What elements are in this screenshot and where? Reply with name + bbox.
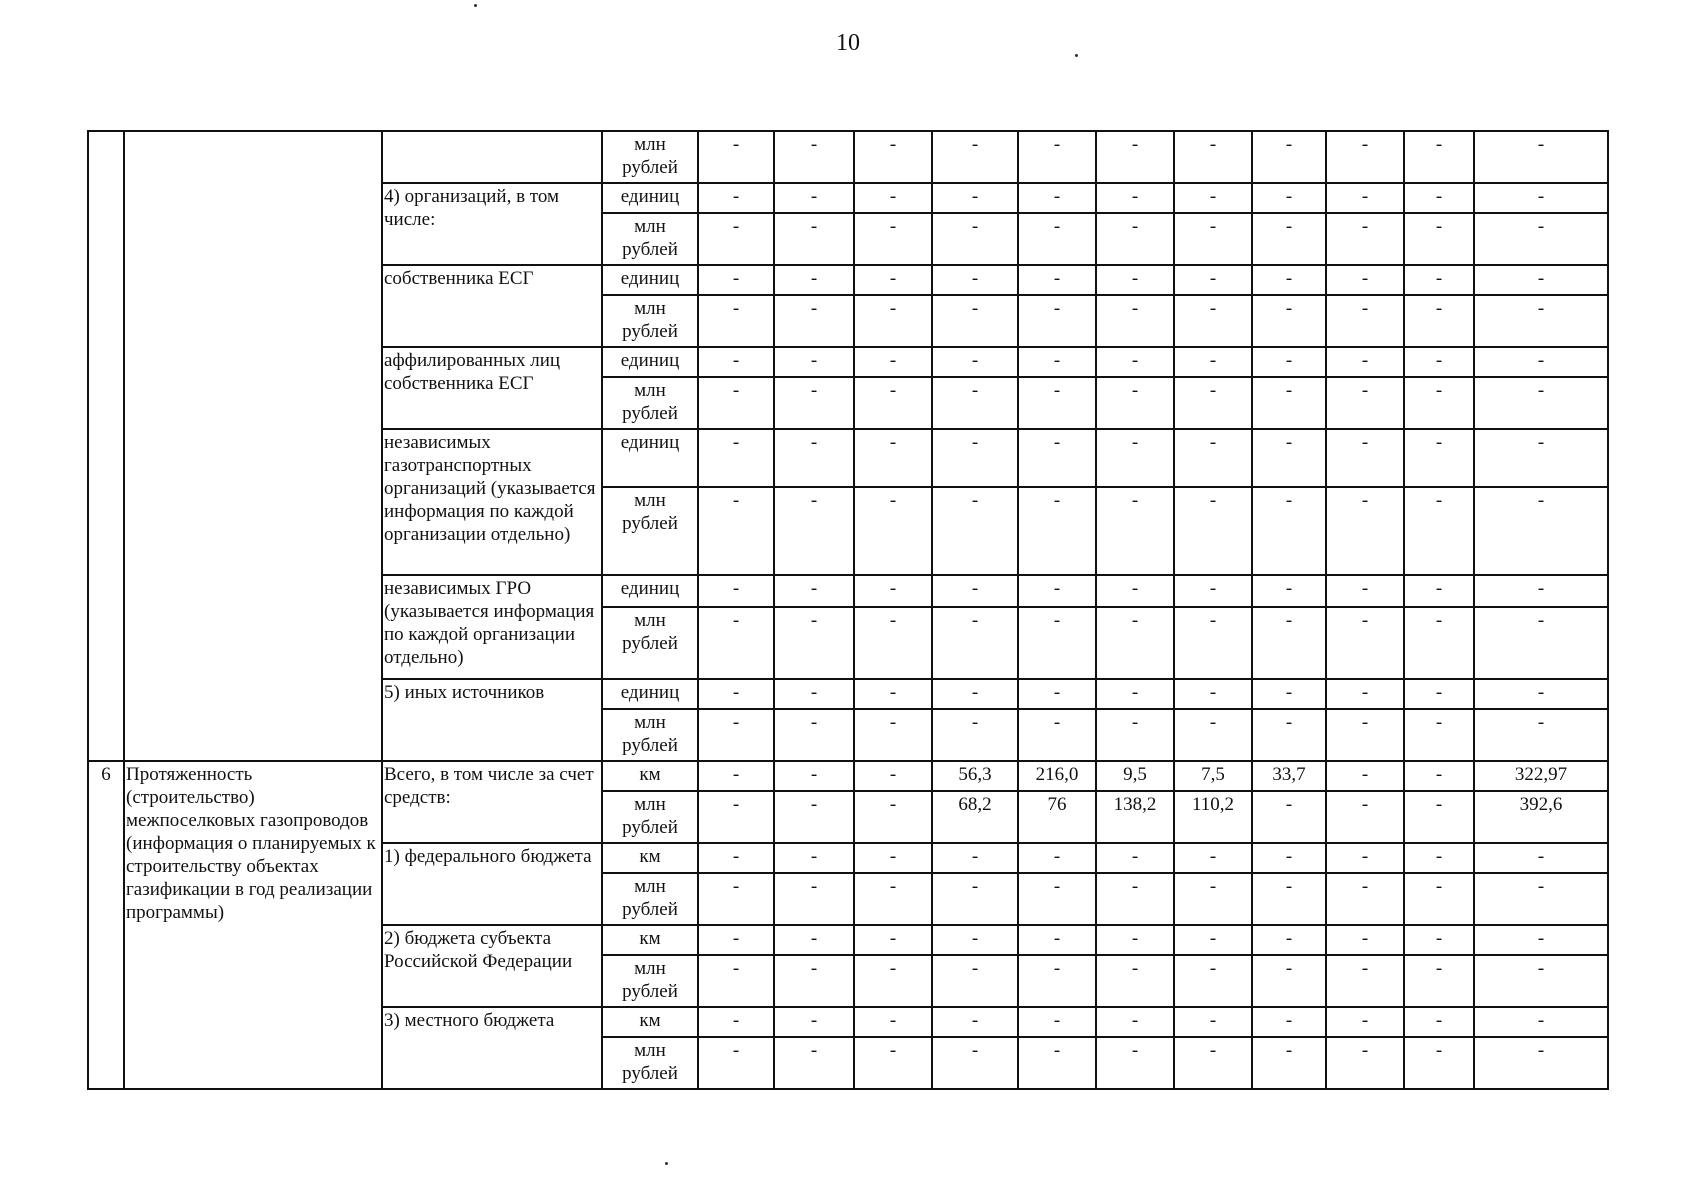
value-cell: - bbox=[1174, 295, 1252, 347]
value-cell: - bbox=[1096, 131, 1174, 183]
value-cell: - bbox=[854, 679, 932, 709]
value-cell: - bbox=[1326, 295, 1404, 347]
value-cell: - bbox=[1174, 843, 1252, 873]
value-cell: - bbox=[1252, 679, 1326, 709]
value-cell: - bbox=[1174, 487, 1252, 575]
value-cell: - bbox=[1096, 377, 1174, 429]
value-cell: - bbox=[1474, 873, 1608, 925]
value-cell: - bbox=[1326, 955, 1404, 1007]
unit-cell: км bbox=[602, 925, 698, 955]
value-cell: - bbox=[932, 607, 1018, 679]
value-cell: 33,7 bbox=[1252, 761, 1326, 791]
value-cell: - bbox=[854, 265, 932, 295]
unit-cell: млн рублей bbox=[602, 1037, 698, 1089]
value-cell: - bbox=[698, 1037, 774, 1089]
value-cell: - bbox=[1096, 429, 1174, 487]
value-cell: - bbox=[774, 347, 854, 377]
value-cell: - bbox=[1174, 1037, 1252, 1089]
value-cell: - bbox=[774, 131, 854, 183]
value-cell: - bbox=[1474, 955, 1608, 1007]
value-cell: - bbox=[1474, 295, 1608, 347]
value-cell: - bbox=[1404, 679, 1474, 709]
value-cell: - bbox=[854, 183, 932, 213]
value-cell: - bbox=[1404, 429, 1474, 487]
value-cell: - bbox=[698, 709, 774, 761]
value-cell: - bbox=[1404, 213, 1474, 265]
value-cell: - bbox=[854, 347, 932, 377]
value-cell: - bbox=[1252, 183, 1326, 213]
value-cell: 56,3 bbox=[932, 761, 1018, 791]
value-cell: - bbox=[1174, 429, 1252, 487]
value-cell: - bbox=[854, 487, 932, 575]
source-label-cell: 4) организаций, в том числе: bbox=[382, 183, 602, 265]
value-cell: - bbox=[1404, 347, 1474, 377]
value-cell: - bbox=[698, 487, 774, 575]
value-cell: 138,2 bbox=[1096, 791, 1174, 843]
scan-speck bbox=[1075, 54, 1078, 57]
value-cell: - bbox=[774, 1007, 854, 1037]
value-cell: - bbox=[1018, 1007, 1096, 1037]
value-cell: - bbox=[1404, 487, 1474, 575]
value-cell: - bbox=[932, 873, 1018, 925]
value-cell: - bbox=[1326, 873, 1404, 925]
value-cell: - bbox=[1252, 347, 1326, 377]
value-cell: 76 bbox=[1018, 791, 1096, 843]
value-cell: - bbox=[1326, 709, 1404, 761]
value-cell: 7,5 bbox=[1174, 761, 1252, 791]
value-cell: - bbox=[1252, 1037, 1326, 1089]
value-cell: - bbox=[854, 377, 932, 429]
row-number-cell bbox=[88, 131, 124, 761]
value-cell: - bbox=[1018, 955, 1096, 1007]
value-cell: - bbox=[854, 955, 932, 1007]
value-cell: - bbox=[1174, 265, 1252, 295]
unit-cell: млн рублей bbox=[602, 791, 698, 843]
value-cell: - bbox=[698, 843, 774, 873]
source-label-cell: 5) иных источников bbox=[382, 679, 602, 761]
value-cell: - bbox=[1174, 213, 1252, 265]
value-cell: - bbox=[1096, 183, 1174, 213]
value-cell: - bbox=[1326, 131, 1404, 183]
value-cell: - bbox=[698, 213, 774, 265]
value-cell: - bbox=[932, 1037, 1018, 1089]
value-cell: 216,0 bbox=[1018, 761, 1096, 791]
value-cell: - bbox=[698, 1007, 774, 1037]
value-cell: - bbox=[1252, 487, 1326, 575]
unit-cell: млн рублей bbox=[602, 377, 698, 429]
unit-cell: единиц bbox=[602, 183, 698, 213]
value-cell: - bbox=[1474, 131, 1608, 183]
value-cell: - bbox=[854, 607, 932, 679]
unit-cell: млн рублей bbox=[602, 487, 698, 575]
value-cell: - bbox=[698, 575, 774, 607]
value-cell: - bbox=[1096, 295, 1174, 347]
value-cell: - bbox=[698, 925, 774, 955]
value-cell: - bbox=[1326, 607, 1404, 679]
value-cell: - bbox=[1252, 873, 1326, 925]
value-cell: - bbox=[698, 679, 774, 709]
value-cell: - bbox=[774, 873, 854, 925]
value-cell: - bbox=[1326, 265, 1404, 295]
value-cell: - bbox=[1174, 709, 1252, 761]
source-label-cell: 1) федерального бюджета bbox=[382, 843, 602, 925]
value-cell: - bbox=[932, 131, 1018, 183]
value-cell: - bbox=[932, 377, 1018, 429]
value-cell: - bbox=[932, 709, 1018, 761]
value-cell: - bbox=[1326, 575, 1404, 607]
value-cell: - bbox=[1252, 295, 1326, 347]
value-cell: - bbox=[1096, 607, 1174, 679]
unit-cell: млн рублей bbox=[602, 873, 698, 925]
value-cell: - bbox=[698, 131, 774, 183]
unit-cell: единиц bbox=[602, 429, 698, 487]
value-cell: - bbox=[774, 213, 854, 265]
value-cell: - bbox=[1096, 955, 1174, 1007]
value-cell: - bbox=[1252, 265, 1326, 295]
value-cell: - bbox=[854, 709, 932, 761]
source-label-cell: собственника ЕСГ bbox=[382, 265, 602, 347]
table-row bbox=[88, 131, 1608, 183]
value-cell: - bbox=[1404, 1007, 1474, 1037]
value-cell: - bbox=[698, 607, 774, 679]
value-cell: - bbox=[1252, 131, 1326, 183]
unit-cell: млн рублей bbox=[602, 955, 698, 1007]
value-cell: - bbox=[1404, 709, 1474, 761]
value-cell: - bbox=[1474, 429, 1608, 487]
value-cell: - bbox=[774, 1037, 854, 1089]
value-cell: - bbox=[1096, 709, 1174, 761]
value-cell: - bbox=[854, 761, 932, 791]
value-cell: - bbox=[1252, 709, 1326, 761]
value-cell: - bbox=[1326, 377, 1404, 429]
value-cell: - bbox=[698, 955, 774, 1007]
value-cell: - bbox=[698, 377, 774, 429]
source-label-cell: 2) бюджета субъекта Российской Федерации bbox=[382, 925, 602, 1007]
value-cell: - bbox=[1404, 377, 1474, 429]
value-cell: - bbox=[698, 761, 774, 791]
unit-cell: км bbox=[602, 843, 698, 873]
value-cell: - bbox=[1096, 843, 1174, 873]
value-cell: - bbox=[1018, 377, 1096, 429]
value-cell: - bbox=[774, 487, 854, 575]
value-cell: - bbox=[854, 1007, 932, 1037]
value-cell: - bbox=[1326, 761, 1404, 791]
value-cell: - bbox=[1174, 679, 1252, 709]
value-cell: - bbox=[1174, 1007, 1252, 1037]
value-cell: - bbox=[854, 131, 932, 183]
value-cell: - bbox=[1174, 131, 1252, 183]
value-cell: - bbox=[1404, 131, 1474, 183]
value-cell: - bbox=[774, 183, 854, 213]
value-cell: - bbox=[1174, 873, 1252, 925]
value-cell: - bbox=[1252, 955, 1326, 1007]
value-cell: - bbox=[1096, 575, 1174, 607]
value-cell: - bbox=[1474, 1007, 1608, 1037]
value-cell: - bbox=[854, 295, 932, 347]
unit-cell: млн рублей bbox=[602, 295, 698, 347]
value-cell: - bbox=[932, 213, 1018, 265]
value-cell: - bbox=[932, 955, 1018, 1007]
value-cell: - bbox=[854, 843, 932, 873]
value-cell: - bbox=[774, 709, 854, 761]
page-number: 10 bbox=[836, 30, 860, 56]
value-cell: - bbox=[1474, 213, 1608, 265]
value-cell: - bbox=[854, 213, 932, 265]
value-cell: - bbox=[1326, 487, 1404, 575]
value-cell: - bbox=[1174, 183, 1252, 213]
value-cell: - bbox=[1252, 843, 1326, 873]
value-cell: 110,2 bbox=[1174, 791, 1252, 843]
value-cell: - bbox=[1252, 607, 1326, 679]
value-cell: - bbox=[854, 429, 932, 487]
indicator-cell: Протяженность (строительство) межпоселковых газопроводов (информация о планируемых к строительству объектах газификации в год реализации программы) bbox=[124, 761, 382, 1089]
unit-cell: млн рублей bbox=[602, 131, 698, 183]
value-cell: - bbox=[1174, 925, 1252, 955]
value-cell: - bbox=[1018, 131, 1096, 183]
value-cell: - bbox=[1474, 1037, 1608, 1089]
value-cell: - bbox=[774, 791, 854, 843]
value-cell: - bbox=[698, 873, 774, 925]
value-cell: - bbox=[1404, 265, 1474, 295]
value-cell: - bbox=[1096, 487, 1174, 575]
value-cell: - bbox=[698, 183, 774, 213]
value-cell: - bbox=[1474, 843, 1608, 873]
value-cell: - bbox=[1018, 575, 1096, 607]
unit-cell: млн рублей bbox=[602, 213, 698, 265]
source-label-cell: независимых газотранспортных организаций (указывается информация по каждой организации отдельно) bbox=[382, 429, 602, 575]
value-cell: - bbox=[774, 607, 854, 679]
indicator-cell bbox=[124, 131, 382, 761]
value-cell: - bbox=[1018, 347, 1096, 377]
value-cell: - bbox=[1326, 183, 1404, 213]
value-cell: - bbox=[698, 791, 774, 843]
value-cell: - bbox=[932, 347, 1018, 377]
value-cell: - bbox=[1018, 843, 1096, 873]
value-cell: - bbox=[1326, 1037, 1404, 1089]
value-cell: 9,5 bbox=[1096, 761, 1174, 791]
table-body bbox=[88, 131, 1608, 1089]
value-cell: - bbox=[932, 295, 1018, 347]
value-cell: - bbox=[1326, 213, 1404, 265]
value-cell: - bbox=[1474, 347, 1608, 377]
value-cell: - bbox=[1174, 347, 1252, 377]
value-cell: - bbox=[854, 873, 932, 925]
value-cell: - bbox=[932, 925, 1018, 955]
value-cell: - bbox=[932, 429, 1018, 487]
value-cell: - bbox=[1404, 761, 1474, 791]
value-cell: - bbox=[1252, 575, 1326, 607]
value-cell: - bbox=[1018, 429, 1096, 487]
source-label-cell: аффилированных лиц собственника ЕСГ bbox=[382, 347, 602, 429]
row-number-cell: 6 bbox=[88, 761, 124, 1089]
value-cell: - bbox=[1404, 925, 1474, 955]
value-cell: - bbox=[1404, 843, 1474, 873]
value-cell: - bbox=[1252, 429, 1326, 487]
unit-cell: млн рублей bbox=[602, 709, 698, 761]
value-cell: - bbox=[1404, 607, 1474, 679]
scan-speck bbox=[665, 1162, 668, 1165]
value-cell: - bbox=[1474, 183, 1608, 213]
value-cell: - bbox=[1018, 295, 1096, 347]
value-cell: - bbox=[1018, 213, 1096, 265]
value-cell: - bbox=[774, 265, 854, 295]
value-cell: - bbox=[932, 265, 1018, 295]
source-label-cell: 3) местного бюджета bbox=[382, 1007, 602, 1089]
value-cell: - bbox=[698, 295, 774, 347]
value-cell: - bbox=[774, 295, 854, 347]
value-cell: - bbox=[932, 487, 1018, 575]
value-cell: - bbox=[1326, 1007, 1404, 1037]
unit-cell: км bbox=[602, 761, 698, 791]
value-cell: - bbox=[774, 679, 854, 709]
value-cell: - bbox=[854, 575, 932, 607]
value-cell: - bbox=[854, 791, 932, 843]
value-cell: - bbox=[698, 347, 774, 377]
value-cell: - bbox=[1404, 791, 1474, 843]
value-cell: - bbox=[1096, 347, 1174, 377]
value-cell: - bbox=[774, 843, 854, 873]
value-cell: - bbox=[698, 265, 774, 295]
value-cell: - bbox=[774, 377, 854, 429]
value-cell: - bbox=[1096, 873, 1174, 925]
value-cell: - bbox=[774, 761, 854, 791]
value-cell: - bbox=[1326, 925, 1404, 955]
value-cell: - bbox=[774, 429, 854, 487]
value-cell: - bbox=[1018, 925, 1096, 955]
value-cell: - bbox=[1474, 265, 1608, 295]
value-cell: - bbox=[1404, 575, 1474, 607]
value-cell: - bbox=[1474, 575, 1608, 607]
value-cell: - bbox=[698, 429, 774, 487]
value-cell: - bbox=[1404, 1037, 1474, 1089]
value-cell: - bbox=[1018, 265, 1096, 295]
value-cell: 68,2 bbox=[932, 791, 1018, 843]
value-cell: - bbox=[1096, 213, 1174, 265]
value-cell: - bbox=[1474, 925, 1608, 955]
value-cell: - bbox=[932, 575, 1018, 607]
table-row bbox=[88, 761, 1608, 791]
value-cell: - bbox=[932, 1007, 1018, 1037]
value-cell: - bbox=[1096, 265, 1174, 295]
value-cell: - bbox=[1018, 183, 1096, 213]
value-cell: - bbox=[1018, 679, 1096, 709]
value-cell: - bbox=[1474, 607, 1608, 679]
value-cell: - bbox=[1326, 843, 1404, 873]
source-label-cell: Всего, в том числе за счет средств: bbox=[382, 761, 602, 843]
value-cell: - bbox=[1018, 487, 1096, 575]
value-cell: - bbox=[774, 925, 854, 955]
value-cell: - bbox=[1174, 377, 1252, 429]
value-cell: - bbox=[1096, 1007, 1174, 1037]
unit-cell: единиц bbox=[602, 347, 698, 377]
value-cell: - bbox=[1018, 873, 1096, 925]
value-cell: - bbox=[1252, 925, 1326, 955]
value-cell: - bbox=[932, 183, 1018, 213]
value-cell: - bbox=[1018, 607, 1096, 679]
value-cell: - bbox=[1096, 1037, 1174, 1089]
unit-cell: единиц bbox=[602, 679, 698, 709]
unit-cell: км bbox=[602, 1007, 698, 1037]
unit-cell: млн рублей bbox=[602, 607, 698, 679]
value-cell: - bbox=[1404, 873, 1474, 925]
value-cell: - bbox=[1252, 1007, 1326, 1037]
value-cell: - bbox=[1326, 429, 1404, 487]
value-cell: - bbox=[932, 843, 1018, 873]
value-cell: - bbox=[1404, 183, 1474, 213]
value-cell: - bbox=[1474, 487, 1608, 575]
value-cell: - bbox=[1096, 679, 1174, 709]
unit-cell: единиц bbox=[602, 265, 698, 295]
data-table bbox=[87, 130, 1609, 1090]
value-cell: - bbox=[1326, 679, 1404, 709]
value-cell: - bbox=[1174, 575, 1252, 607]
value-cell: - bbox=[1252, 791, 1326, 843]
scan-speck bbox=[474, 4, 477, 7]
value-cell: - bbox=[1474, 679, 1608, 709]
value-cell: - bbox=[1018, 1037, 1096, 1089]
value-cell: 392,6 bbox=[1474, 791, 1608, 843]
source-label-cell bbox=[382, 131, 602, 183]
value-cell: - bbox=[1326, 347, 1404, 377]
value-cell: - bbox=[854, 1037, 932, 1089]
value-cell: - bbox=[932, 679, 1018, 709]
value-cell: - bbox=[1252, 213, 1326, 265]
value-cell: - bbox=[1174, 955, 1252, 1007]
value-cell: - bbox=[1174, 607, 1252, 679]
source-label-cell: независимых ГРО (указывается информация по каждой организации отдельно) bbox=[382, 575, 602, 679]
value-cell: - bbox=[1404, 955, 1474, 1007]
value-cell: - bbox=[1018, 709, 1096, 761]
value-cell: - bbox=[1326, 791, 1404, 843]
value-cell: - bbox=[774, 955, 854, 1007]
value-cell: 322,97 bbox=[1474, 761, 1608, 791]
value-cell: - bbox=[1474, 377, 1608, 429]
value-cell: - bbox=[1404, 295, 1474, 347]
unit-cell: единиц bbox=[602, 575, 698, 607]
value-cell: - bbox=[854, 925, 932, 955]
value-cell: - bbox=[1096, 925, 1174, 955]
value-cell: - bbox=[1474, 709, 1608, 761]
value-cell: - bbox=[1252, 377, 1326, 429]
value-cell: - bbox=[774, 575, 854, 607]
